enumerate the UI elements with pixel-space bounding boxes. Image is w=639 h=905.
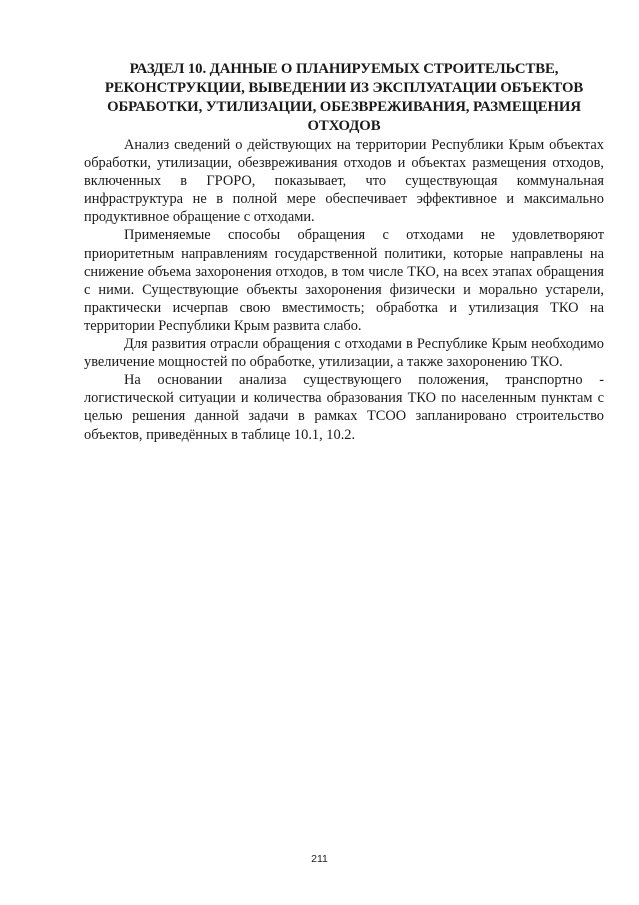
section-heading: РАЗДЕЛ 10. ДАННЫЕ О ПЛАНИРУЕМЫХ СТРОИТЕЛЬСТВЕ, РЕКОНСТРУКЦИИ, ВЫВЕДЕНИИ ИЗ ЭКСПЛУАТАЦИИ ОБЪЕКТОВ ОБРАБОТКИ, УТИЛИЗАЦИИ, ОБЕЗВРЕЖИВАНИЯ, РАЗМЕЩЕНИЯ ОТХОДОВ: [104, 61, 584, 134]
paragraph-methods: Применяемые способы обращения с отходами не удовлетворяют приоритетным направлениям государственной политики, которые направлены на снижение объема захоронения отходов, в том числе ТКО, на всех этапах обращения с ними. Существующие объекты захоронения физически и морально устарели, практически исчерпав свою вместимость; обработка и утилизация ТКО на территории Республики Крым развита слабо.: [84, 227, 604, 334]
page-content: [84, 60, 604, 444]
paragraph-analysis: Анализ сведений о действующих на территории Республики Крым объектах обработки, утилизации, обезвреживания отходов и объектах размещения отходов, включенных в ГРОРО, показывает, что существующая коммунальная инфраструктура не в полной мере обеспечивает эффективное и максимально продуктивное обращение с отходами.: [84, 137, 604, 226]
page-number: 211: [311, 853, 328, 865]
paragraph-development: Для развития отрасли обращения с отходами в Республике Крым необходимо увеличение мощностей по обработке, утилизации, а также захоронению ТКО.: [84, 336, 604, 371]
paragraph-planning: На основании анализа существующего положения, транспортно - логистической ситуации и количества образования ТКО по населенным пунктам с целью решения данной задачи в рамках ТСОО запланировано строительство объектов, приведённых в таблице 10.1, 10.2.: [84, 372, 604, 443]
